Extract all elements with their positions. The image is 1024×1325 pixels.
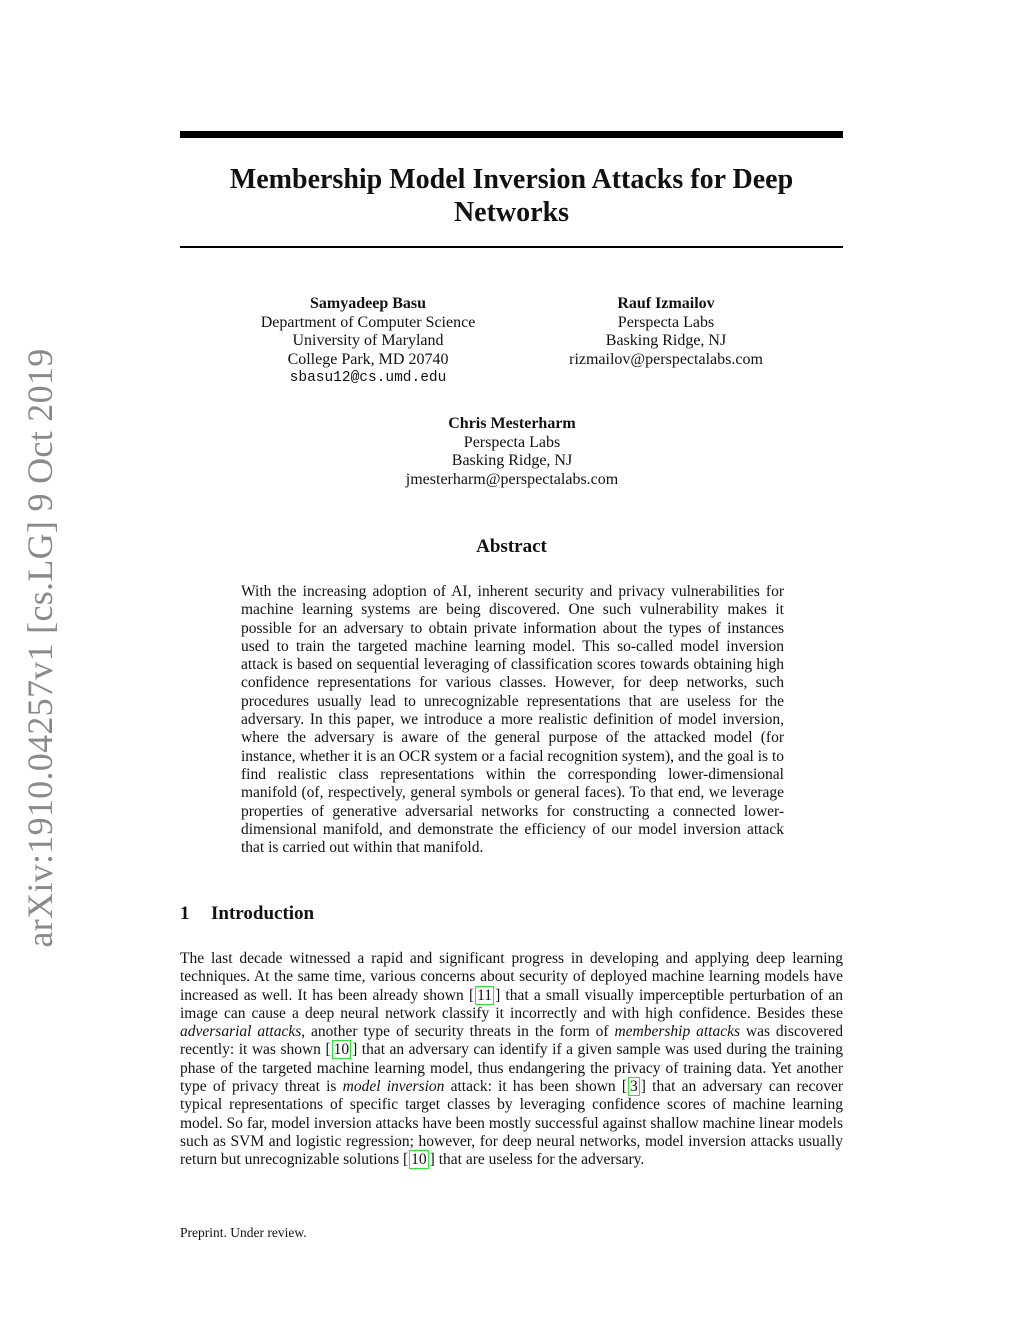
section-number: 1 [180, 903, 190, 924]
author-email[interactable]: sbasu12@cs.umd.edu [289, 370, 447, 386]
paper-title: Membership Model Inversion Attacks for Deep Networks [229, 164, 794, 228]
section-heading-introduction [180, 903, 314, 925]
author-address: Basking Ridge, NJ [451, 452, 573, 469]
emphasis-term: model inversion [342, 1078, 445, 1096]
title-top-rule [180, 131, 843, 138]
author-name: Samyadeep Basu [309, 295, 427, 312]
author-block-basu [238, 295, 498, 388]
author-name: Rauf Izmailov [617, 295, 715, 312]
footer-note: Preprint. Under review. [180, 1225, 307, 1240]
author-affiliation: University of Maryland [292, 332, 444, 349]
author-email[interactable]: jmesterharm@perspectalabs.com [405, 470, 619, 488]
author-affiliation: Perspecta Labs [463, 433, 561, 451]
citation-link[interactable]: 3 [630, 1078, 638, 1096]
author-block-izmailov [536, 295, 796, 369]
author-affiliation: Department of Computer Science [260, 313, 476, 331]
citation-link[interactable]: 11 [477, 986, 493, 1004]
abstract-text: With the increasing adoption of AI, inherent security and privacy vulnerabilities for machine learning systems are being discovered. One such vulnerability makes it possible for an adversary to obtain private information about the types of instances used to train the targeted machine learning model. This so-called model inversion attack is based on sequential leveraging of classification scores towards obtaining high confidence representations for various classes. However, for deep networks, such procedures usually lead to unrecognizable representations that are useless for the adversary. In this paper, we introduce a more realistic definition of model inversion, where the adversary is aware of the general purpose of the attacked model (for instance, whether it is an OCR system or a facial recognition system), and the goal is to find realistic class representations within the corresponding lower-dimensional manifold (of, respectively, general symbols or general faces). To that end, we leverage properties of generative adversarial networks for constructing a connected lower-dimensional manifold, and demonstrate the efficiency of our model inversion attack that is carried out within that manifold. [241, 583, 784, 857]
author-block-mesterharm [362, 415, 662, 489]
author-address: College Park, MD 20740 [287, 350, 449, 368]
arxiv-identifier: arXiv:1910.04257v1 [cs.LG] 9 Oct 2019 [20, 348, 60, 948]
title-bottom-rule [180, 246, 843, 248]
author-affiliation: Perspecta Labs [617, 313, 715, 331]
author-name: Chris Mesterharm [448, 415, 576, 432]
citation-link[interactable]: 10 [333, 1041, 350, 1059]
introduction-paragraph: The last decade witnessed a rapid and significant progress in developing and applying deep learning techniques. At the same time, various concerns about security of deployed machine learning models have increased as well. It has been already shown [ 11 ] that a small visually imperceptible perturbation of an image can cause a deep neural network classify it incorrectly and with high confidence. Besides these adversarial attacks, another type of security threats in the form of membership attacks was discovered recently: it was shown [ 10 ] that an adversary can identify if a given sample was used during the training phase of the targeted machine learning model, thus endangering the privacy of training data. Yet another type of privacy threat is model inversion attack: it has been shown [ 3 ] that an adversary can recover typical representations of specific target classes by leveraging confidence scores of machine learning model. So far, model inversion attacks have been mostly successful against shallow machine linear models such as SVM and logistic regression; however, for deep neural networks, model inversion attacks usually return but unrecognizable solutions [ 10 ] that are useless for the adversary. [180, 950, 844, 1169]
author-address: Basking Ridge, NJ [605, 332, 727, 349]
section-title: Introduction [211, 903, 315, 924]
emphasis-term: membership attacks [614, 1023, 740, 1041]
emphasis-term: adversarial attacks [180, 1023, 302, 1041]
author-email[interactable]: rizmailov@perspectalabs.com [569, 350, 763, 368]
citation-link[interactable]: 10 [411, 1151, 427, 1169]
abstract-heading: Abstract [476, 536, 547, 557]
